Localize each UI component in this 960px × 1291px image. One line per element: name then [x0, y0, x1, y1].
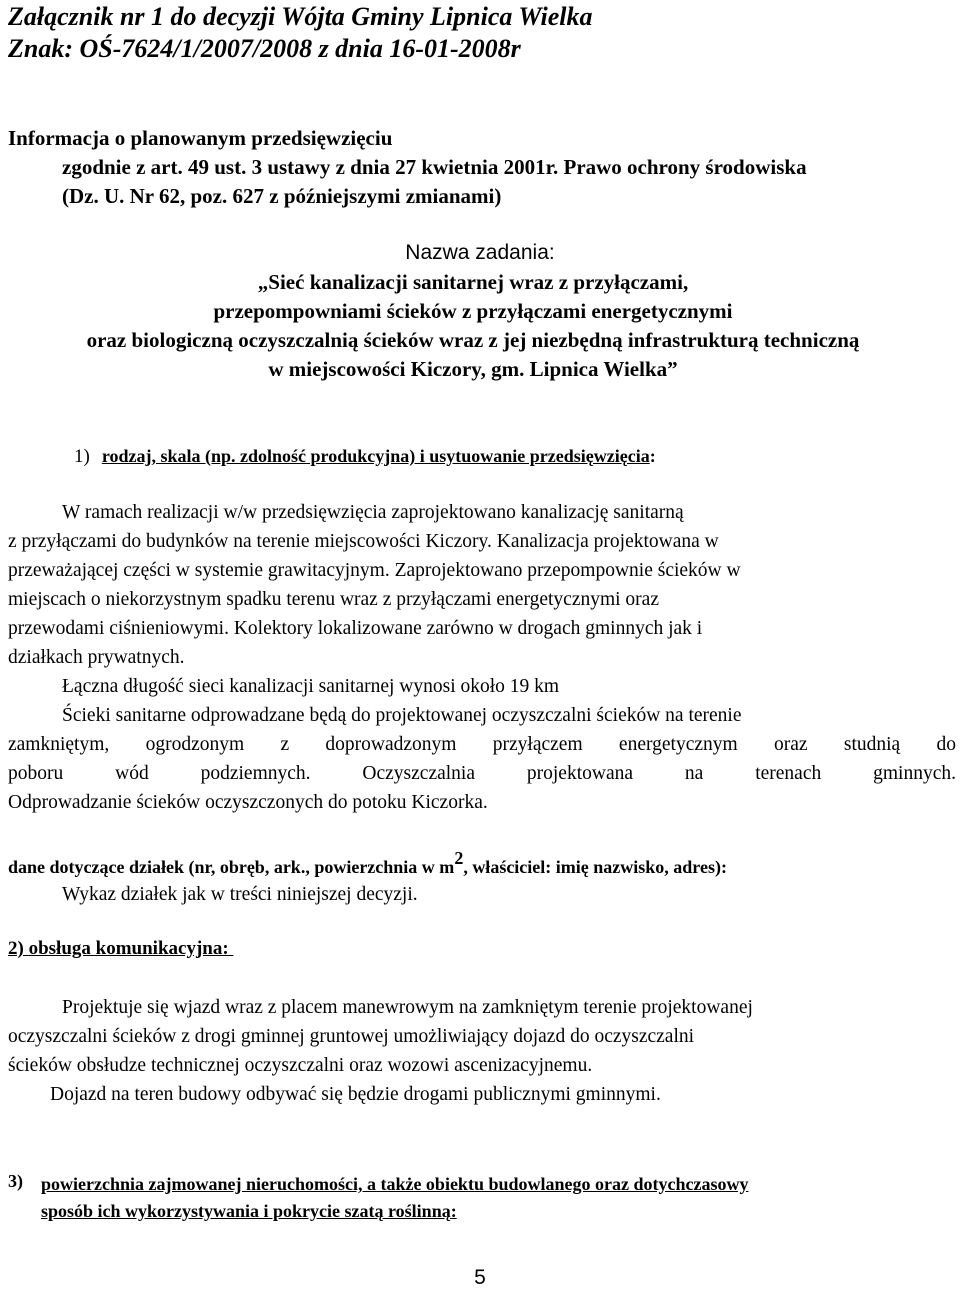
task-name-line: „Sieć kanalizacji sanitarnej wraz z przyłączami, [257, 270, 689, 294]
section-2-heading: 2) obsługa komunikacyjna: [8, 938, 234, 959]
section-1-text-line: z przyłączami do budynków na terenie miejscowości Kiczory. Kanalizacja projektowana w [8, 531, 719, 552]
section-1-heading [74, 446, 656, 468]
section-1-text-line: przeważającej części w systemie grawitacyjnym. Zaprojektowano przepompownie ścieków w [8, 560, 741, 581]
section-2-text-line: Dojazd na teren budowy odbywać się będzie drogami publicznymi gminnymi. [50, 1084, 661, 1105]
section-1-justified-block [8, 734, 956, 792]
task-name-line: w miejscowości Kiczory, gm. Lipnica Wielka” [268, 357, 678, 381]
section-1-text-line: przewodami ciśnieniowymi. Kolektory lokalizowane zarówno w drogach gminnych jak i [8, 618, 703, 639]
section-3-title-line: powierzchnia zajmowanej nieruchomości, a także obiektu budowlanego oraz dotychczasowy [41, 1174, 749, 1194]
section-3-title [41, 1171, 960, 1225]
section-1-colon: : [649, 446, 656, 466]
parcels-value: Wykaz działek jak w treści niniejszej decyzji. [62, 884, 418, 905]
parcels-superscript: 2 [454, 848, 464, 868]
task-name-label: Nazwa zadania: [405, 241, 555, 264]
parcels-heading [8, 848, 727, 878]
task-name-line: przepompowniami ścieków z przyłączami energetycznymi [213, 299, 733, 323]
section-1-text-line: Odprowadzanie ścieków oczyszczonych do potoku Kiczorka. [8, 792, 488, 813]
section-1-text-line: poboru wód podziemnych. Oczyszczalnia projektowana na terenach gminnych. [8, 763, 956, 784]
section-1-text-line: Ścieki sanitarne odprowadzane będą do projektowanej oczyszczalni ścieków na terenie [62, 705, 742, 726]
parcels-label: dane dotyczące działek (nr, obręb, ark., powierzchnia w m [8, 857, 455, 877]
header-attachment-title: Załącznik nr 1 do decyzji Wójta Gminy Lipnica Wielka [8, 2, 593, 31]
section-1-text-line: miejscach o niekorzystnym spadku terenu wraz z przyłączami energetycznymi oraz [8, 589, 659, 610]
info-title: Informacja o planowanym przedsięwzięciu [8, 126, 393, 150]
section-1-text-line: zamkniętym, ogrodzonym z doprowadzonym przyłączem energetycznym oraz studnią do [8, 734, 956, 755]
section-3-number: 3) [8, 1171, 23, 1191]
task-name-line: oraz biologiczną oczyszczalnią ścieków wraz z jej niezbędną infrastrukturą techniczną [86, 328, 860, 352]
section-2-text-line: oczyszczalni ścieków z drogi gminnej gruntowej umożliwiający dojazd do oczyszczalni [8, 1026, 695, 1047]
section-1-title: rodzaj, skala (np. zdolność produkcyjna) i usytuowanie przedsięwzięcia [101, 446, 650, 466]
section-1-number: 1) [74, 446, 90, 467]
page-number: 5 [474, 1266, 486, 1289]
header-reference-number: Znak: OŚ-7624/1/2007/2008 z dnia 16-01-2008r [8, 34, 521, 63]
section-3-title-line: sposób ich wykorzystywania i pokrycie szatą roślinną: [41, 1201, 457, 1221]
parcels-label-tail: , właściciel: imię nazwisko, adres): [463, 857, 727, 877]
section-1-text-line: działkach prywatnych. [8, 647, 185, 668]
section-2-text-line: ścieków obsłudze technicznej oczyszczalni oraz wozowi ascenizacyjnemu. [8, 1055, 593, 1076]
sewer-length-text: Łączna długość sieci kanalizacji sanitarnej wynosi około 19 km [62, 676, 560, 697]
info-legal-reference: (Dz. U. Nr 62, poz. 627 z późniejszymi zmianami) [62, 184, 502, 208]
info-legal-basis: zgodnie z art. 49 ust. 3 ustawy z dnia 27 kwietnia 2001r. Prawo ochrony środowiska [62, 155, 807, 179]
section-1-text-line: W ramach realizacji w/w przedsięwzięcia zaprojektowano kanalizację sanitarną [62, 502, 684, 523]
section-2-text-line: Projektuje się wjazd wraz z placem manewrowym na zamkniętym terenie projektowanej [62, 997, 753, 1018]
